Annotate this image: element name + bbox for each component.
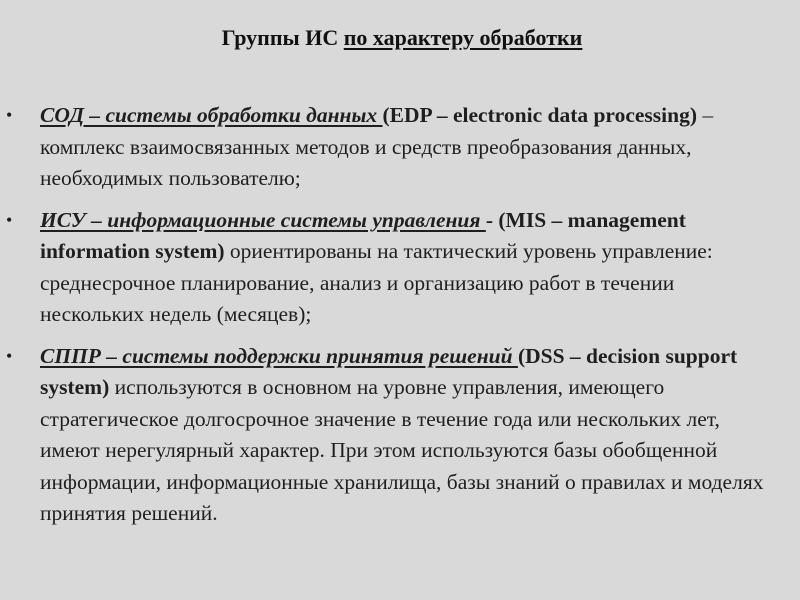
item-abbreviation: - (MIS – management information system) (40, 207, 686, 263)
item-abbreviation: (EDP – electronic data processing) (382, 103, 698, 127)
bullet-icon: • (6, 105, 13, 125)
item-term: СОД – системы обработки данных (40, 103, 383, 127)
item-term: ИСУ – информационные системы управления (40, 207, 486, 232)
item-description: используются в основном на уровне управления, имеющего стратегическое долгосрочное значение в течение года или нескольких лет, имеют нерегулярный характер. При этом используются базы обобщенной информации, информационные хранилища, базы знаний о правилах и моделях принятия решений. (40, 375, 764, 525)
slide-title (26, 20, 778, 54)
list-item-sod (6, 100, 778, 195)
list-item-sppr (6, 341, 778, 530)
bullet-icon: • (6, 345, 13, 366)
title-accent: по характеру обработки (343, 25, 583, 50)
bullet-icon: • (6, 209, 13, 230)
item-term: СППР – системы поддержки принятия решений (40, 343, 518, 368)
title-prefix: Группы ИС (221, 25, 344, 50)
item-abbreviation: (DSS – decision support system) (40, 343, 738, 399)
bullet-list (6, 100, 778, 530)
list-item-isu (6, 205, 778, 331)
item-description: – комплекс взаимосвязанных методов и средств преобразования данных, необходимых пользователю; (40, 103, 714, 190)
item-description: ориентированы на тактический уровень управление: среднесрочное планирование, анализ и организацию работ в течении нескольких недель (месяцев); (40, 239, 713, 326)
